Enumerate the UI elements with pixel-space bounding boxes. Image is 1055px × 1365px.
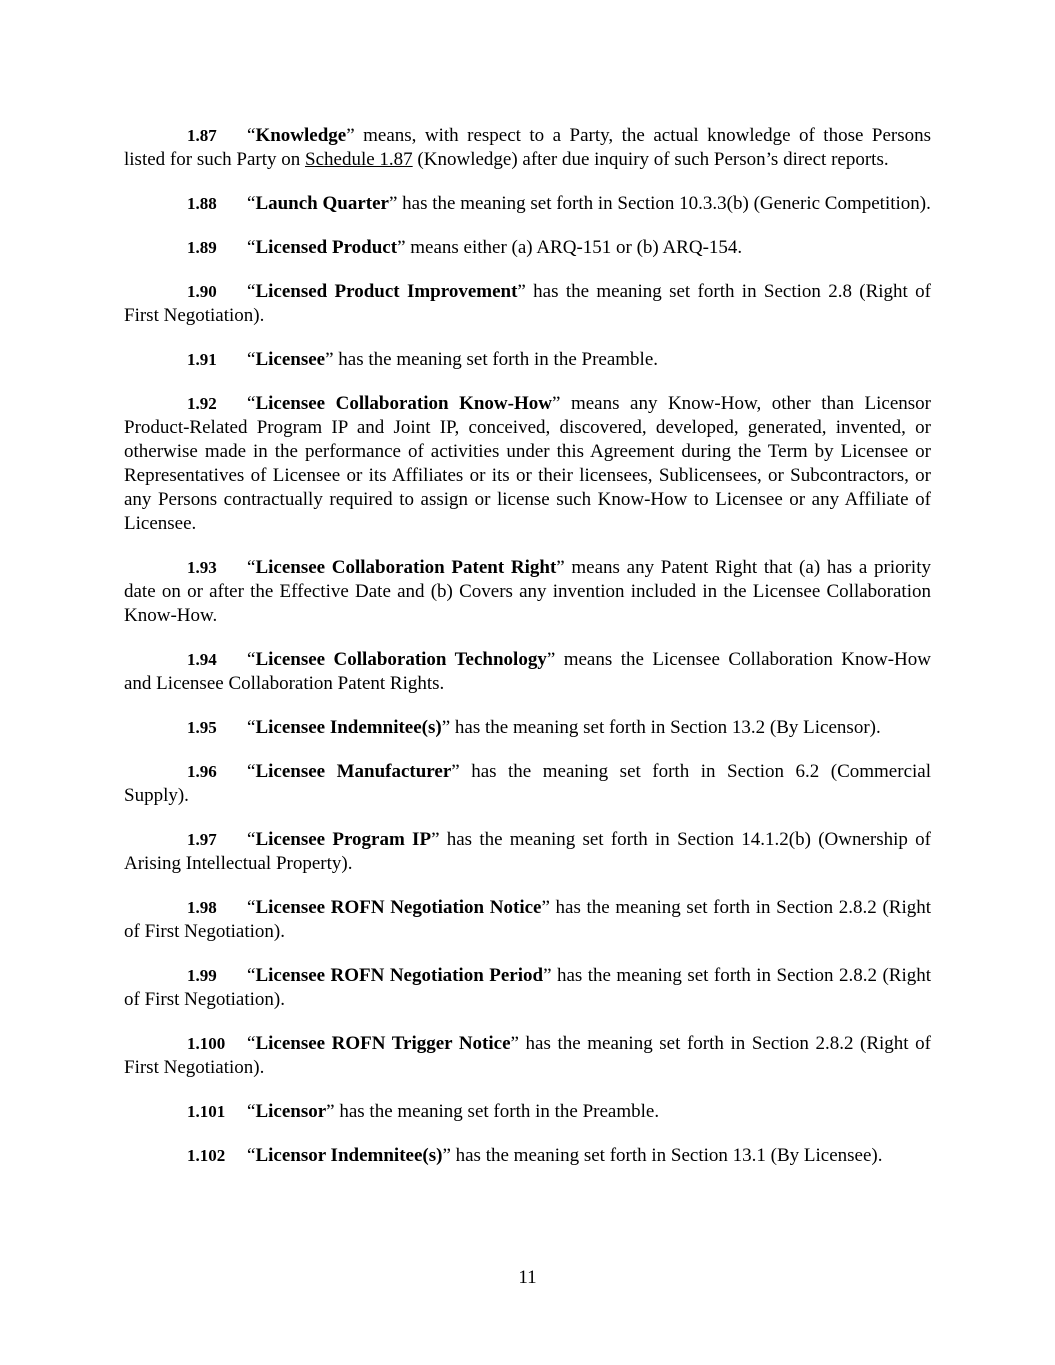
open-quote: “ bbox=[247, 897, 256, 918]
section-number: 1.101 bbox=[187, 1102, 226, 1121]
definition-1-90 bbox=[124, 280, 931, 328]
defined-term: Licensor Indemnitee(s) bbox=[255, 1145, 443, 1166]
defined-term: Licensee ROFN Trigger Notice bbox=[255, 1033, 511, 1054]
definition-text: ” has the meaning set forth in the Preamble. bbox=[326, 1101, 660, 1122]
open-quote: “ bbox=[247, 125, 256, 146]
open-quote: “ bbox=[247, 1145, 256, 1166]
section-number: 1.91 bbox=[187, 350, 217, 369]
defined-term: Licensee Program IP bbox=[255, 829, 432, 850]
open-quote: “ bbox=[247, 1101, 256, 1122]
definition-1-89 bbox=[124, 236, 931, 260]
definition-1-88 bbox=[124, 192, 931, 216]
definition-text: ” means, with respect to a Party, the actual knowledge of those Persons listed for such Party on bbox=[124, 125, 931, 170]
definition-text: ” means any Patent Right that (a) has a priority date on or after the Effective Date and (b) Covers any invention included in the Licensee Collaboration Know-How. bbox=[124, 557, 931, 626]
definition-1-93 bbox=[124, 556, 931, 628]
definition-1-97 bbox=[124, 828, 931, 876]
definition-1-101 bbox=[124, 1100, 931, 1124]
definition-1-87 bbox=[124, 124, 931, 172]
defined-term: Licensee Indemnitee(s) bbox=[255, 717, 442, 738]
definition-1-91 bbox=[124, 348, 931, 372]
open-quote: “ bbox=[247, 281, 256, 302]
section-number: 1.98 bbox=[187, 898, 217, 917]
definition-1-92 bbox=[124, 392, 931, 536]
definition-text: ” has the meaning set forth in Section 13.2 (By Licensor). bbox=[441, 717, 881, 738]
definition-text-continued: (Knowledge) after due inquiry of such Person’s direct reports. bbox=[412, 149, 889, 170]
section-number: 1.92 bbox=[187, 394, 217, 413]
definition-text: ” has the meaning set forth in Section 13.1 (By Licensee). bbox=[442, 1145, 883, 1166]
defined-term: Licensee ROFN Negotiation Notice bbox=[255, 897, 542, 918]
section-number: 1.90 bbox=[187, 282, 217, 301]
open-quote: “ bbox=[247, 761, 256, 782]
definition-text: ” means any Know-How, other than Licensor Product-Related Program IP and Joint IP, conceived, discovered, developed, generated, invented, or otherwise made in the performance of activities under this Agreement during the Term by Licensee or Representatives of Licensee or its Affiliates or its or their licensees, Sublicensees, or Subcontractors, or any Persons contractually required to assign or license such Know-How to Licensee or any Affiliate of Licensee. bbox=[124, 393, 931, 534]
definition-text: ” has the meaning set forth in Section 14.1.2(b) (Ownership of Arising Intellectual Property). bbox=[124, 829, 932, 874]
page-number: 11 bbox=[518, 1267, 537, 1288]
defined-term: Licensee Manufacturer bbox=[255, 761, 452, 782]
defined-term: Licensee Collaboration Patent Right bbox=[255, 557, 557, 578]
definition-1-95 bbox=[124, 716, 931, 740]
defined-term: Launch Quarter bbox=[255, 193, 389, 214]
open-quote: “ bbox=[247, 1033, 256, 1054]
open-quote: “ bbox=[247, 349, 256, 370]
section-number: 1.99 bbox=[187, 966, 217, 985]
definition-text: ” has the meaning set forth in Section 2.8.2 (Right of First Negotiation). bbox=[124, 1033, 931, 1078]
definition-1-96 bbox=[124, 760, 931, 808]
defined-term: Licensee bbox=[255, 349, 326, 370]
section-number: 1.88 bbox=[187, 194, 217, 213]
definition-text: ” means the Licensee Collaboration Know-How and Licensee Collaboration Patent Rights. bbox=[124, 649, 932, 694]
open-quote: “ bbox=[247, 965, 256, 986]
definition-text: ” has the meaning set forth in Section 2.8.2 (Right of First Negotiation). bbox=[124, 897, 931, 942]
defined-term: Licensor bbox=[255, 1101, 327, 1122]
open-quote: “ bbox=[247, 237, 256, 258]
document-page bbox=[124, 124, 931, 1188]
definition-1-99 bbox=[124, 964, 931, 1012]
open-quote: “ bbox=[247, 193, 256, 214]
open-quote: “ bbox=[247, 393, 256, 414]
defined-term: Licensee Collaboration Know-How bbox=[255, 393, 552, 414]
definition-text: ” has the meaning set forth in Section 6.2 (Commercial Supply). bbox=[124, 761, 931, 806]
section-number: 1.87 bbox=[187, 126, 217, 145]
open-quote: “ bbox=[247, 717, 256, 738]
section-number: 1.95 bbox=[187, 718, 217, 737]
defined-term: Licensed Product Improvement bbox=[255, 281, 518, 302]
definition-text: ” has the meaning set forth in the Preamble. bbox=[325, 349, 659, 370]
definition-text: ” has the meaning set forth in Section 2.8.2 (Right of First Negotiation). bbox=[124, 965, 931, 1010]
defined-term: Knowledge bbox=[255, 125, 347, 146]
definition-1-94 bbox=[124, 648, 931, 696]
open-quote: “ bbox=[247, 829, 256, 850]
section-number: 1.97 bbox=[187, 830, 217, 849]
definition-1-98 bbox=[124, 896, 931, 944]
section-number: 1.102 bbox=[187, 1146, 226, 1165]
schedule-reference: Schedule 1.87 bbox=[305, 149, 413, 170]
section-number: 1.94 bbox=[187, 650, 217, 669]
definition-text: ” has the meaning set forth in Section 2.8 (Right of First Negotiation). bbox=[124, 281, 931, 326]
definition-1-100 bbox=[124, 1032, 931, 1080]
definition-text: ” means either (a) ARQ-151 or (b) ARQ-154. bbox=[397, 237, 743, 258]
definition-1-102 bbox=[124, 1144, 931, 1168]
open-quote: “ bbox=[247, 649, 256, 670]
section-number: 1.89 bbox=[187, 238, 217, 257]
defined-term: Licensee ROFN Negotiation Period bbox=[255, 965, 544, 986]
open-quote: “ bbox=[247, 557, 256, 578]
defined-term: Licensed Product bbox=[255, 237, 398, 258]
section-number: 1.96 bbox=[187, 762, 217, 781]
definition-text: ” has the meaning set forth in Section 10.3.3(b) (Generic Competition). bbox=[388, 193, 931, 214]
defined-term: Licensee Collaboration Technology bbox=[255, 649, 547, 670]
section-number: 1.93 bbox=[187, 558, 217, 577]
section-number: 1.100 bbox=[187, 1034, 226, 1053]
